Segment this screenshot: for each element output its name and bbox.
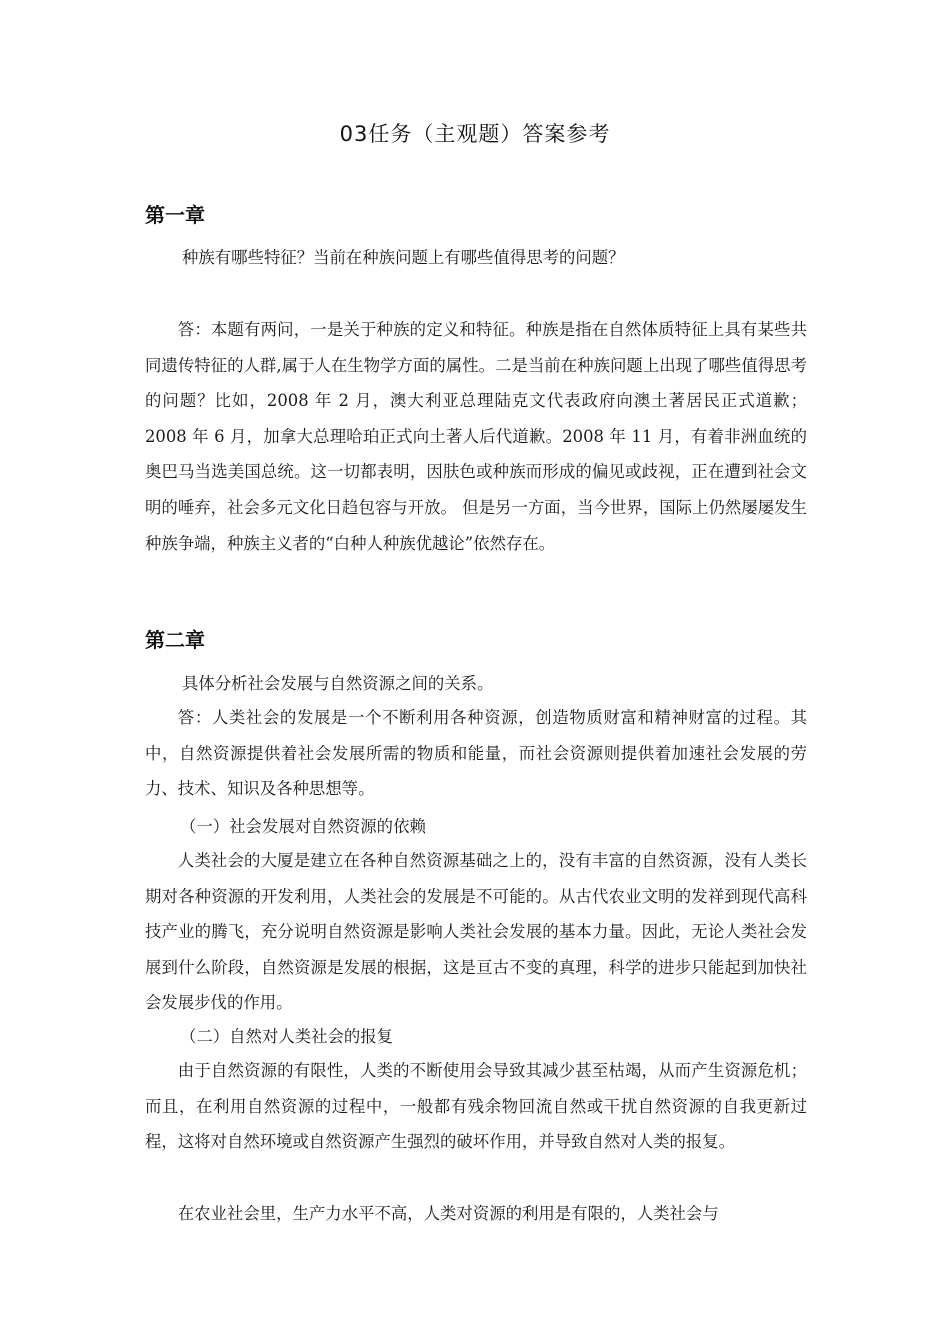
section-2-body-continued: 在农业社会里，生产力水平不高，人类对资源的利用是有限的，人类社会与 bbox=[177, 1204, 719, 1223]
chapter-2-question: 具体分析社会发展与自然资源之间的关系。 bbox=[182, 674, 494, 693]
chapter-1-heading: 第一章 bbox=[145, 203, 205, 227]
section-1-heading: （一）社会发展对自然资源的依赖 bbox=[180, 817, 426, 836]
section-2-heading: （二）自然对人类社会的报复 bbox=[180, 1027, 394, 1046]
chapter-1-question: 种族有哪些特征？当前在种族问题上有哪些值得思考的问题？ bbox=[182, 248, 625, 267]
document-title: 03任务（主观题）答案参考 bbox=[339, 122, 611, 146]
section-1-body: 人类社会的大厦是建立在各种自然资源基础之上的，没有丰富的自然资源，没有人类长期对各种资源的开发利用，人类社会的发展是不可能的。从古代农业文明的发祥到现代高科技产业的腾飞，充分说明自然资源是影响人类社会发展的基本力量。因此，无论人类社会发展到什么阶段，自然资源是发展的根据，这是亘古不变的真理，科学的进步只能起到加快社会发展步伐的作用。 bbox=[145, 851, 807, 1013]
chapter-2-heading: 第二章 bbox=[145, 628, 205, 652]
chapter-1-answer: 答：本题有两问，一是关于种族的定义和特征。种族是指在自然体质特征上具有某些共同遗传特征的人群,属于人在生物学方面的属性。二是当前在种族问题上出现了哪些值得思考的问题？比如，2008 年 2 月，澳大利亚总理陆克文代表政府向澳土著居民正式道歉；2008 年 6 月，加拿大总理哈珀正式向土著人后代道歉。2008 年 11 月，有着非洲血统的奥巴马当选美国总统。这一切都表明，因肤色或种族而形成的偏见或歧视，正在遭到社会文明的唾弃，社会多元文化日趋包容与开放。 但是另一方面，当今世界，国际上仍然屡屡发生种族争端，种族主义者的“白种人种族优越论”依然存在。 bbox=[145, 320, 807, 553]
chapter-2-answer-intro: 答：人类社会的发展是一个不断利用各种资源，创造物质财富和精神财富的过程。其中，自然资源提供着社会发展所需的物质和能量，而社会资源则提供着加速社会发展的劳力、技术、知识及各种思想等。 bbox=[145, 708, 807, 799]
section-2-body: 由于自然资源的有限性，人类的不断使用会导致其减少甚至枯竭，从而产生资源危机；而且，在利用自然资源的过程中，一般都有残余物回流自然或干扰自然资源的自我更新过程，这将对自然环境或自然资源产生强烈的破坏作用，并导致自然对人类的报复。 bbox=[145, 1061, 807, 1152]
